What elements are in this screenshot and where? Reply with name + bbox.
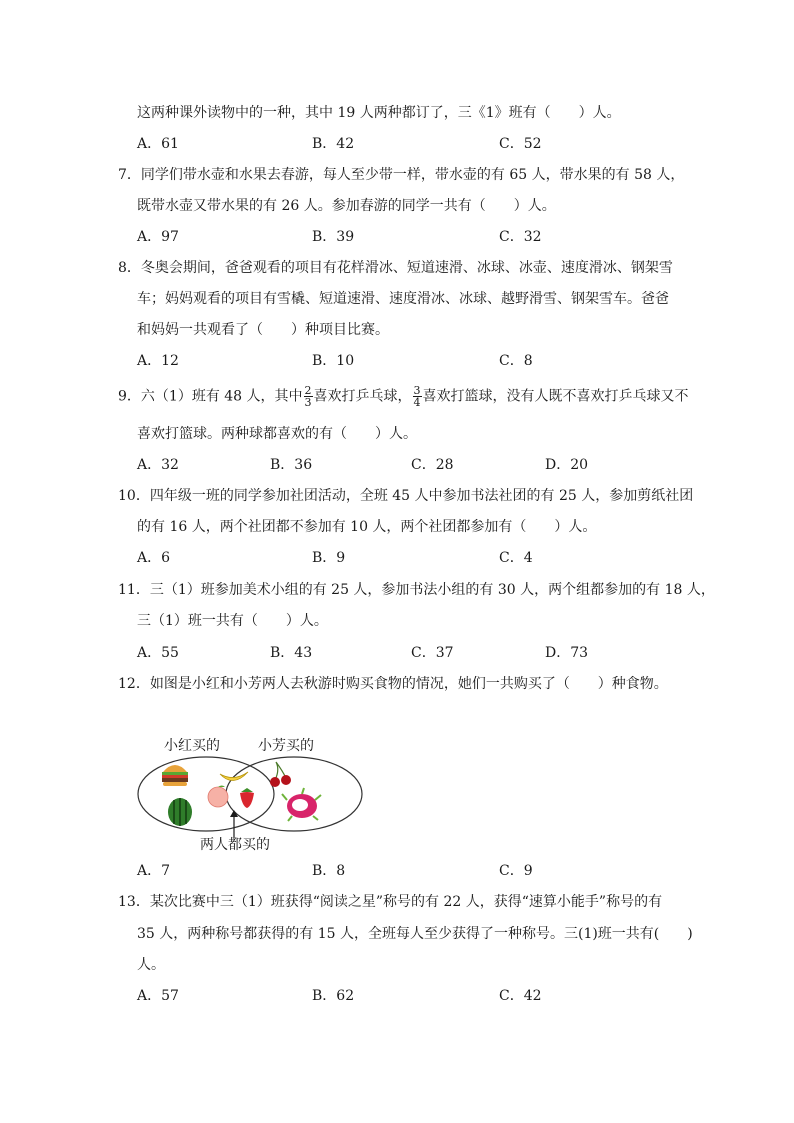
q9-text-line2: 喜欢打篮球。两种球都喜欢的有（ ）人。 [137, 426, 417, 442]
q11-text-line1: 11．三（1）班参加美术小组的有 25 人，参加书法小组的有 30 人，两个组都参加的有 18 人， [118, 582, 715, 598]
dragon-fruit-icon [282, 788, 321, 821]
q10-option-b[interactable]: B．9 [312, 550, 346, 566]
q9-option-a[interactable]: A．32 [137, 457, 179, 473]
fraction-denominator: 4 [413, 396, 421, 409]
q10-text-line1: 10．四年级一班的同学参加社团活动，全班 45 人中参加书法社团的有 25 人，参加剪纸社团 [118, 488, 694, 504]
fraction-numerator: 3 [413, 384, 421, 397]
hamburger-icon [162, 765, 188, 786]
q12-text-line1: 12．如图是小红和小芳两人去秋游时购买食物的情况，她们一共购买了（ ）种食物。 [118, 676, 668, 692]
watermelon-icon [168, 798, 192, 826]
venn-bottom-label: 两人都买的 [200, 836, 270, 852]
q9-text-line1 [118, 385, 689, 408]
q9-option-c[interactable]: C．28 [411, 457, 454, 473]
q11-option-b[interactable]: B．43 [270, 645, 313, 661]
q9-suffix: 喜欢打篮球，没有人既不喜欢打乒乓球又不 [422, 388, 689, 405]
q8-text-line1: 8．冬奥会期间，爸爸观看的项目有花样滑冰、短道速滑、冰球、冰壶、速度滑冰、钢架雪 [118, 260, 673, 276]
cherry-icon [270, 762, 291, 787]
fraction-three-quarters [413, 385, 422, 408]
q11-option-d[interactable]: D．73 [545, 645, 589, 661]
strawberry-icon [240, 788, 254, 808]
fraction-denominator: 3 [304, 396, 312, 409]
q6-text-line1: 这两种课外读物中的一种，其中 19 人两种都订了，三《1》班有（ ）人。 [137, 105, 621, 121]
q7-option-a[interactable]: A．97 [137, 229, 179, 245]
q8-option-c[interactable]: C．8 [499, 353, 533, 369]
venn-diagram-svg [130, 730, 410, 855]
q9-option-d[interactable]: D．20 [545, 457, 589, 473]
q7-text-line2: 既带水壶又带水果的有 26 人。参加春游的同学一共有（ ）人。 [137, 198, 556, 214]
q12-option-b[interactable]: B．8 [312, 863, 346, 879]
q9-mid: 喜欢打乒乓球， [313, 388, 412, 405]
peach-icon [208, 786, 228, 808]
q7-option-b[interactable]: B．39 [312, 229, 355, 245]
q13-text-line1: 13．某次比赛中三（1）班获得“阅读之星”称号的有 22 人，获得“速算小能手”称号的有 [118, 894, 663, 910]
q13-text-line3: 人。 [137, 957, 165, 973]
q6-option-c[interactable]: C．52 [499, 136, 542, 152]
q13-text-line2: 35 人，两种称号都获得的有 15 人，全班每人至少获得了一种称号。三(1)班一共有( ) [137, 926, 693, 942]
q13-option-c[interactable]: C．42 [499, 988, 542, 1004]
q11-option-a[interactable]: A．55 [137, 645, 179, 661]
q8-option-a[interactable]: A．12 [137, 353, 179, 369]
q13-option-b[interactable]: B．62 [312, 988, 355, 1004]
q8-option-b[interactable]: B．10 [312, 353, 355, 369]
q11-option-c[interactable]: C．37 [411, 645, 454, 661]
q6-option-a[interactable]: A．61 [137, 136, 179, 152]
q12-option-a[interactable]: A．7 [137, 863, 171, 879]
q13-option-a[interactable]: A．57 [137, 988, 179, 1004]
venn-diagram [130, 730, 410, 855]
q9-prefix: 9．六（1）班有 48 人，其中 [118, 388, 303, 405]
q7-option-c[interactable]: C．32 [499, 229, 542, 245]
q8-text-line3: 和妈妈一共观看了（ ）种项目比赛。 [137, 322, 389, 338]
q6-option-b[interactable]: B．42 [312, 136, 355, 152]
venn-left-label: 小红买的 [164, 737, 220, 753]
q11-text-line2: 三（1）班一共有（ ）人。 [137, 613, 328, 629]
fraction-numerator: 2 [304, 384, 312, 397]
q10-option-c[interactable]: C．4 [499, 550, 533, 566]
q7-text-line1: 7．同学们带水壶和水果去春游，每人至少带一样，带水壶的有 65 人，带水果的有 58 人， [118, 167, 685, 183]
q9-option-b[interactable]: B．36 [270, 457, 313, 473]
venn-right-label: 小芳买的 [258, 737, 314, 753]
q10-text-line2: 的有 16 人，两个社团都不参加有 10 人，两个社团都参加有（ ）人。 [137, 519, 597, 535]
q10-option-a[interactable]: A．6 [137, 550, 171, 566]
fraction-two-thirds [304, 385, 313, 408]
q12-option-c[interactable]: C．9 [499, 863, 533, 879]
q8-text-line2: 车；妈妈观看的项目有雪橇、短道速滑、速度滑冰、冰球、越野滑雪、钢架雪车。爸爸 [137, 291, 669, 307]
